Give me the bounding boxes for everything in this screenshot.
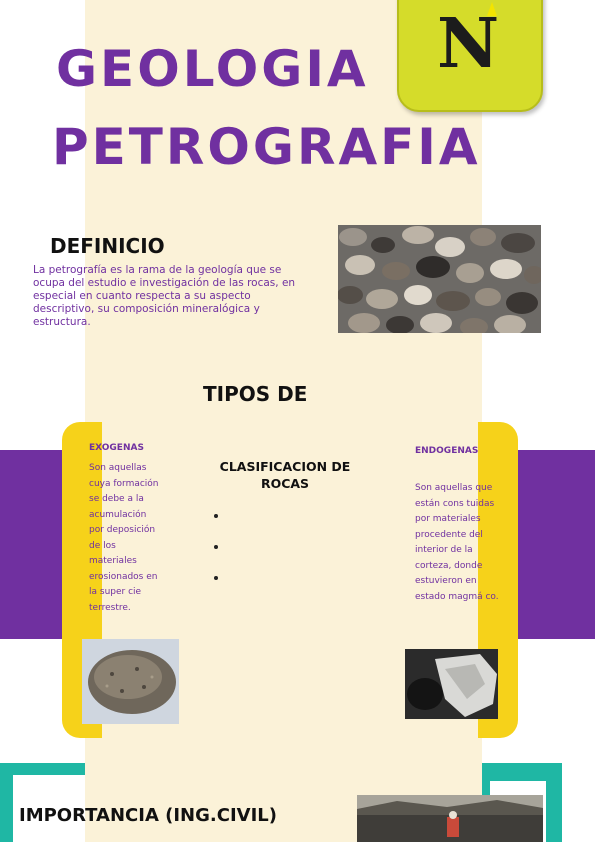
definition-text: La petrografía es la rama de la geología que se ocupa del estudio e investigación de las rocas, en especial en cuanto respecta a su aspecto descriptivo, su composición mineralógica y estructura. [33,264,296,328]
definition-heading: DEFINICIO [50,234,165,258]
classification-heading: CLASIFICACION DE ROCAS [219,459,351,491]
bullet-point [214,514,218,518]
logo-letter: N [437,4,500,84]
purple-band-right [516,450,595,639]
pebbles-photo [338,225,541,333]
university-logo [397,0,543,112]
sedimentary-rock-photo [82,639,179,724]
exogenas-text: Son aquellas cuya formación se debe a la acumulación por deposición de los materiales erosionados en la super cie terrestre. [89,463,159,613]
endogenas-heading: ENDOGENAS [415,446,479,456]
construction-site-photo [357,795,543,842]
teal-frame-left [0,763,13,842]
types-heading: TIPOS DE [203,382,308,406]
title-petrografia: PETROGRAFIA [52,118,481,176]
bullet-point [214,576,218,580]
exogenas-heading: EXOGENAS [89,443,144,453]
bullet-point [214,545,218,549]
endogenas-text: Son aquellas que están cons tuidas por materiales procedente del interior de la corteza, donde estuvieron en estado magmá co. [415,483,499,602]
purple-band-left [0,450,68,639]
title-geologia: GEOLOGIA [56,40,369,98]
logo-arrow-icon [487,2,497,16]
igneous-rock-photo [405,649,498,719]
importance-heading: IMPORTANCIA (ING.CIVIL) [19,805,277,826]
